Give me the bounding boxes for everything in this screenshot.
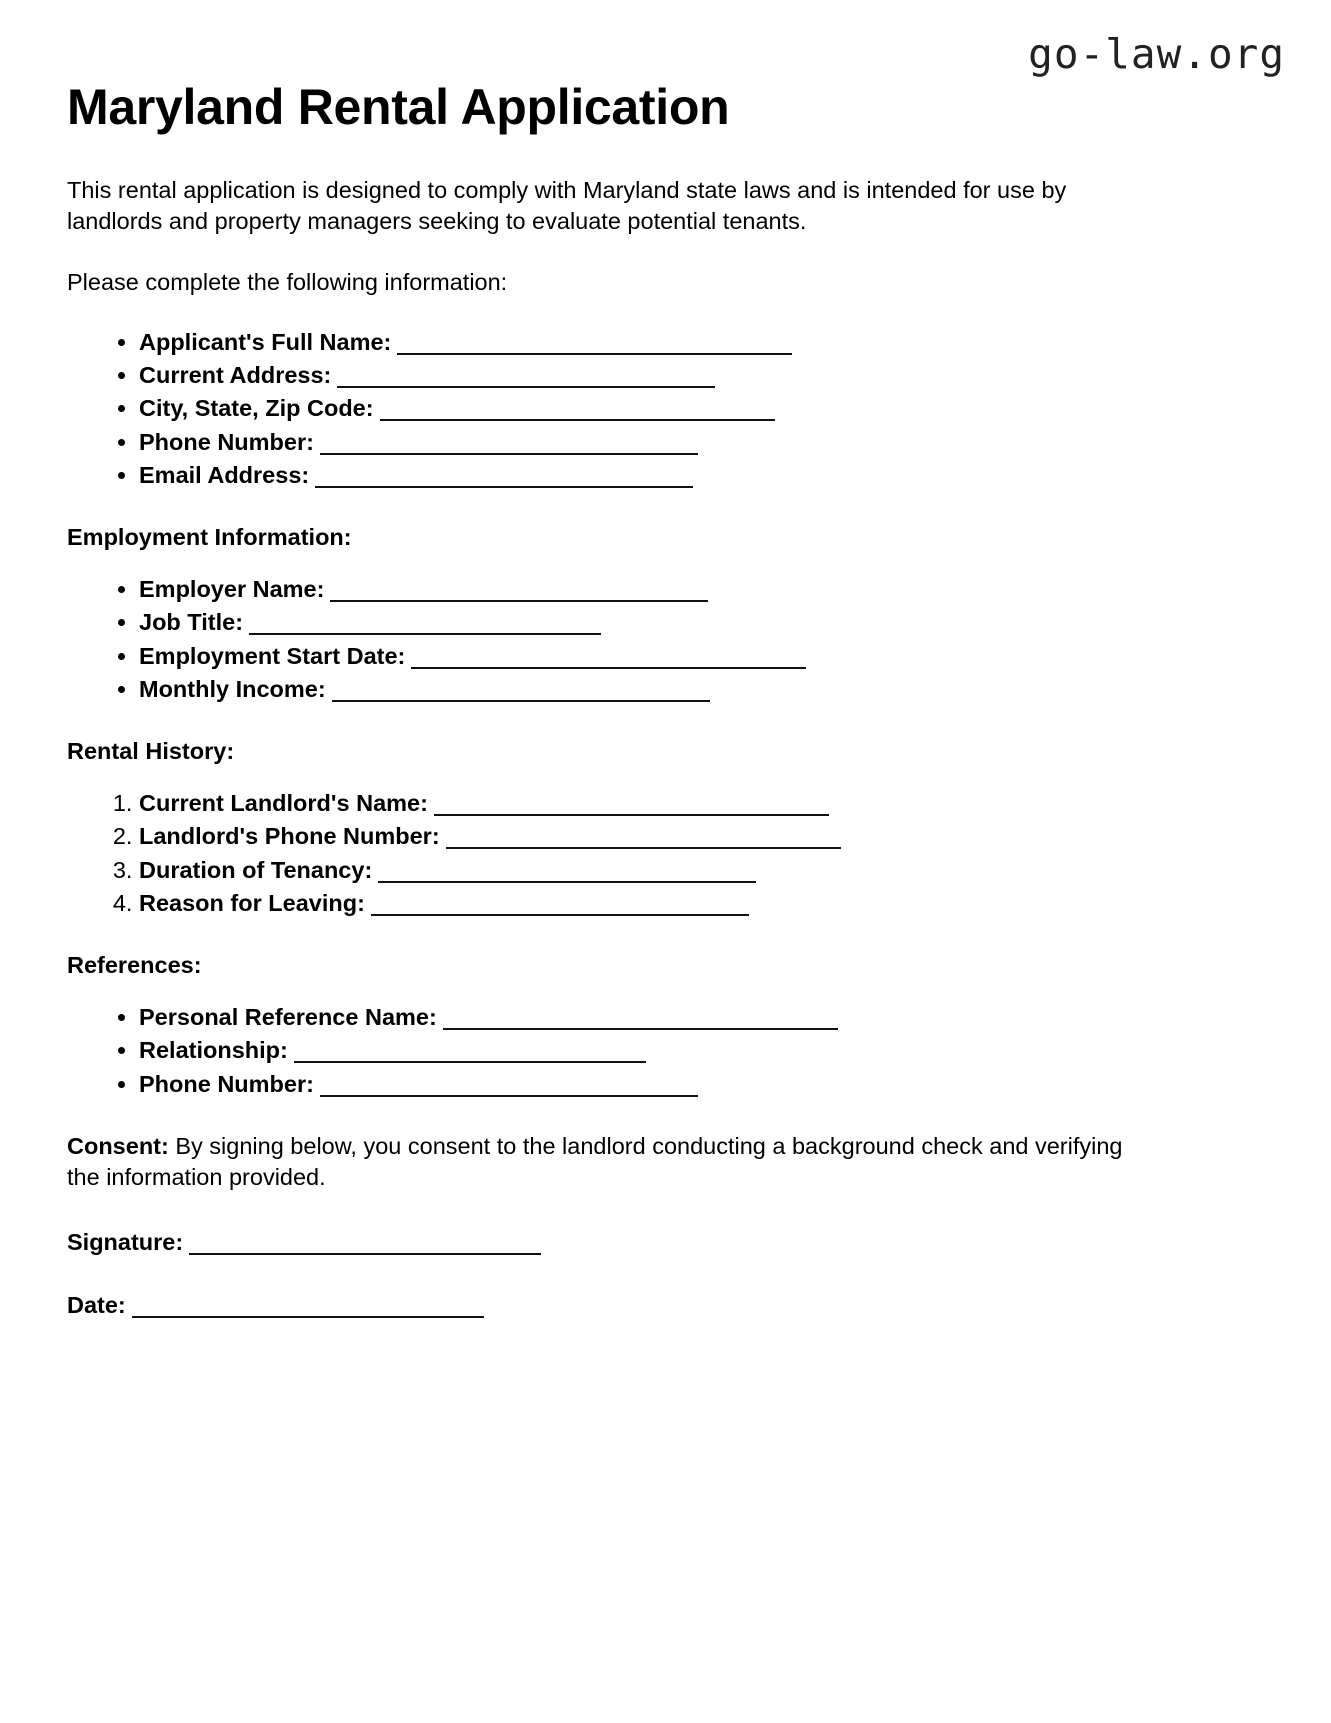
field-label: Phone Number: — [139, 1070, 314, 1097]
employment-field-list — [67, 573, 1257, 706]
list-item — [139, 1001, 1257, 1034]
date-label: Date: — [67, 1292, 126, 1319]
fill-in-blank[interactable] — [397, 353, 792, 355]
section-heading-employment: Employment Information: — [67, 524, 352, 551]
list-item — [139, 673, 1257, 706]
field-label: Current Landlord's Name: — [139, 789, 428, 816]
fill-in-blank[interactable] — [380, 419, 775, 421]
consent-paragraph — [67, 1131, 1142, 1192]
field-label: Duration of Tenancy: — [139, 856, 373, 883]
field-label: Email Address: — [139, 462, 310, 489]
document-content — [67, 78, 1257, 1322]
list-item — [139, 359, 1257, 392]
date-blank[interactable] — [132, 1316, 484, 1318]
signature-blank[interactable] — [189, 1253, 541, 1255]
references-field-list — [67, 1001, 1257, 1101]
applicant-field-list — [67, 326, 1257, 493]
fill-in-blank[interactable] — [434, 814, 829, 816]
list-item — [139, 392, 1257, 425]
signature-label: Signature: — [67, 1229, 184, 1256]
fill-in-blank[interactable] — [443, 1028, 838, 1030]
field-label: Employment Start Date: — [139, 642, 406, 669]
list-item — [139, 820, 1257, 853]
field-label: Landlord's Phone Number: — [139, 823, 440, 850]
rental-history-field-list — [67, 787, 1257, 920]
field-label: Current Address: — [139, 362, 332, 388]
list-item — [139, 1068, 1257, 1101]
list-item — [139, 326, 1257, 359]
fill-in-blank[interactable] — [446, 847, 841, 849]
field-label: Phone Number: — [139, 428, 314, 455]
field-label: Employer Name: — [139, 575, 325, 602]
list-item — [139, 1034, 1257, 1067]
field-label: Personal Reference Name: — [139, 1003, 437, 1030]
signature-row — [67, 1226, 1257, 1259]
list-item — [139, 573, 1257, 606]
date-row — [67, 1289, 1257, 1322]
fill-in-blank[interactable] — [315, 486, 693, 488]
fill-in-blank[interactable] — [371, 914, 749, 916]
intro-paragraph: This rental application is designed to comply with Maryland state laws and is intended for use by landlords and property managers seeking to evaluate potential tenants. — [67, 177, 1067, 234]
fill-in-blank[interactable] — [320, 453, 698, 455]
field-label: Relationship: — [139, 1037, 288, 1064]
section-heading-references: References: — [67, 952, 202, 979]
consent-text: By signing below, you consent to the landlord conducting a background check and verifying the information provided. — [67, 1133, 1123, 1190]
field-label: Reason for Leaving: — [139, 890, 365, 917]
instruction-paragraph: Please complete the following information: — [67, 269, 508, 296]
field-label: Monthly Income: — [139, 676, 326, 703]
fill-in-blank[interactable] — [330, 600, 708, 602]
list-item — [139, 606, 1257, 639]
fill-in-blank[interactable] — [320, 1095, 698, 1097]
fill-in-blank[interactable] — [411, 667, 806, 669]
site-watermark: go-law.org — [1028, 30, 1285, 78]
page-title: Maryland Rental Application — [67, 79, 730, 135]
list-item — [139, 640, 1257, 673]
fill-in-blank[interactable] — [332, 700, 710, 702]
list-item — [139, 459, 1257, 492]
fill-in-blank[interactable] — [378, 881, 756, 883]
fill-in-blank[interactable] — [249, 633, 601, 635]
field-label: Applicant's Full Name: — [139, 328, 392, 355]
list-item — [139, 854, 1257, 887]
fill-in-blank[interactable] — [294, 1061, 646, 1063]
field-label: Job Title: — [139, 609, 244, 636]
fill-in-blank[interactable] — [337, 386, 715, 388]
field-label: City, State, Zip Code: — [139, 395, 374, 422]
consent-label: Consent: — [67, 1133, 169, 1160]
list-item — [139, 426, 1257, 459]
list-item — [139, 787, 1257, 820]
list-item — [139, 887, 1257, 920]
section-heading-rental-history: Rental History: — [67, 738, 235, 765]
